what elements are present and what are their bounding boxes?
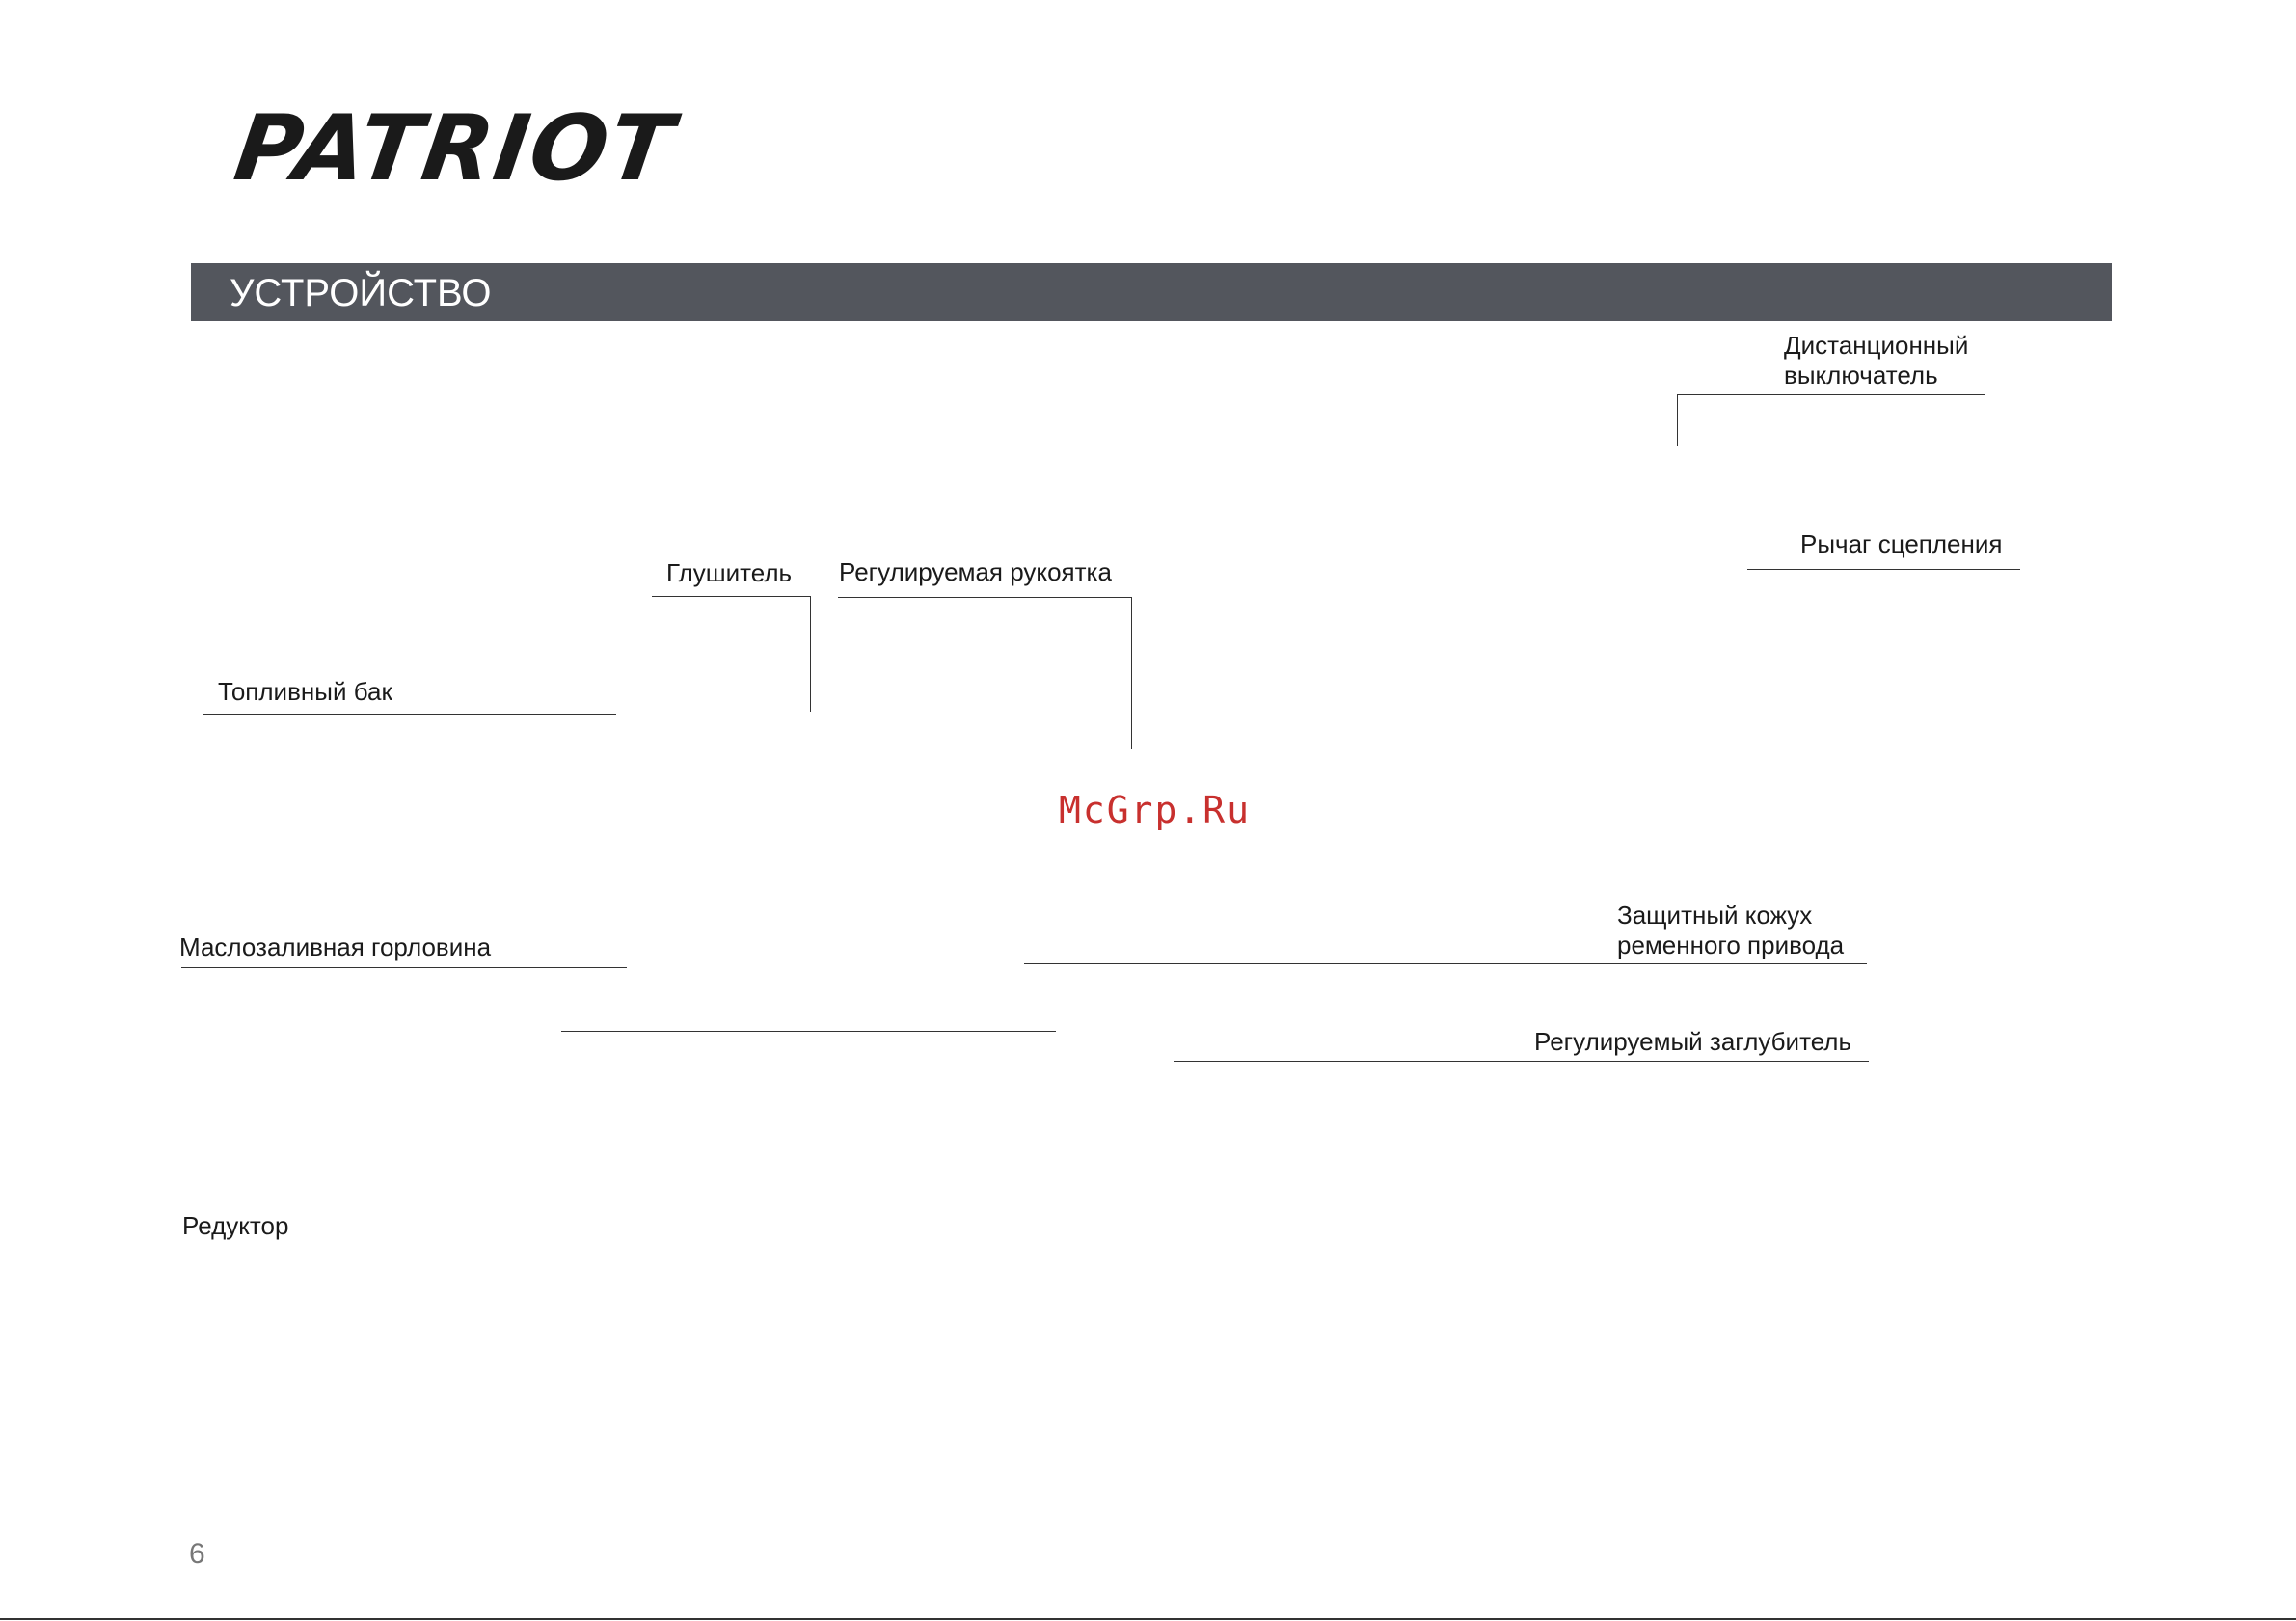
leader-remote-switch-drop	[1677, 394, 1678, 446]
leader-adjustable-handle-drop	[1131, 597, 1132, 749]
leader-depth-adjuster	[1174, 1061, 1869, 1062]
patriot-logo: PATRIOT	[229, 96, 681, 202]
label-muffler: Глушитель	[666, 558, 793, 587]
bottom-rule	[0, 1618, 2296, 1620]
leader-muffler	[652, 596, 811, 597]
leader-belt-guard	[1024, 963, 1867, 964]
page-number: 6	[189, 1538, 205, 1570]
label-clutch-lever: Рычаг сцепления	[1800, 529, 2003, 558]
label-depth-adjuster: Регулируемый заглубитель	[1534, 1027, 1852, 1056]
leader-unlabeled	[561, 1031, 1056, 1032]
leader-adjustable-handle	[838, 597, 1132, 598]
label-adjustable-handle: Регулируемая рукоятка	[839, 557, 1112, 586]
leader-oil-filler	[181, 967, 627, 968]
label-gearbox: Редуктор	[182, 1211, 289, 1240]
leader-remote-switch	[1677, 394, 1985, 395]
label-oil-filler: Маслозаливная горловина	[179, 932, 492, 961]
watermark: McGrp.Ru	[1059, 789, 1252, 831]
label-remote-switch: Дистанционный выключатель	[1784, 331, 1969, 390]
leader-fuel-tank	[203, 714, 616, 715]
section-title: УСТРОЙСТВО	[230, 272, 492, 314]
label-belt-guard: Защитный кожух ременного привода	[1617, 901, 1845, 959]
label-fuel-tank: Топливный бак	[218, 677, 392, 706]
leader-muffler-drop	[810, 596, 811, 712]
section-banner	[191, 263, 2112, 321]
leader-clutch-lever	[1747, 569, 2020, 570]
